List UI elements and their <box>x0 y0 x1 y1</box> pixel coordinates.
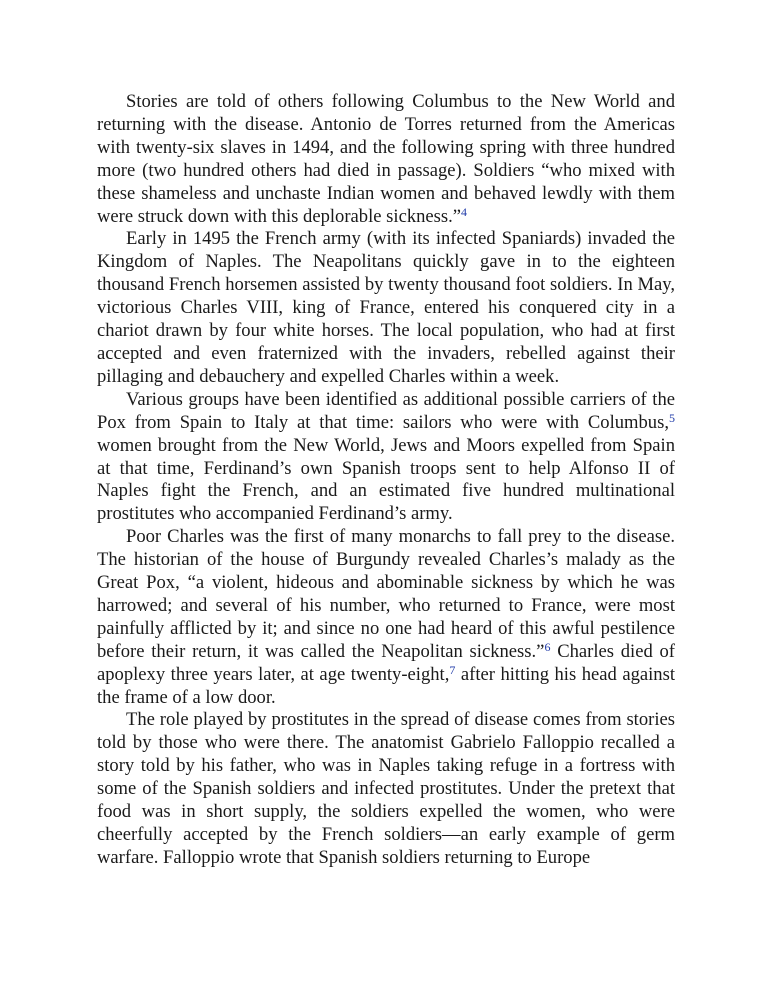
footnote-ref-5[interactable]: 5 <box>669 410 675 425</box>
paragraph-naples-invasion <box>97 228 675 388</box>
paragraph-text: Charles died of apoplexy three years later, at age twenty-eight, <box>97 640 675 685</box>
paragraph-text: after hitting his head against the frame of a low door. <box>97 663 675 708</box>
book-page-text <box>97 91 675 870</box>
paragraph-prostitutes-role <box>97 709 675 869</box>
paragraph-columbus-returnees <box>97 91 675 228</box>
paragraph-text: Poor Charles was the first of many monarchs to fall prey to the disease. The historian of the house of Burgundy revealed Charles’s malady as the Great Pox, “a violent, hideous and abominable sickness by which he was harrowed; and several of his number, who returned to France, were most painfully afflicted by it; and since no one had heard of this awful pestilence before their return, it was called the Neapolitan sickness.” <box>97 526 675 662</box>
paragraph-pox-carriers <box>97 389 675 526</box>
footnote-ref-7[interactable]: 7 <box>449 662 456 677</box>
paragraph-text: Early in 1495 the French army (with its infected Spaniards) invaded the Kingdom of Naples. The Neapolitans quickly gave in to the eighteen thousand French horsemen assisted by twenty thousand foot soldiers. In May, victorious Charles VIII, king of France, entered his conquered city in a chariot drawn by four white horses. The local population, who had at first accepted and even fraternized with the invaders, rebelled against their pillaging and debauchery and expelled Charles within a week. <box>97 228 675 387</box>
footnote-ref-6[interactable]: 6 <box>544 639 551 654</box>
paragraph-text: The role played by prostitutes in the spread of disease comes from stories told by those who were there. The anatomist Gabrielo Falloppio recalled a story told by his father, who was in Naples taking refuge in a fortress with some of the Spanish soldiers and infected prostitutes. Under the pretext that food was in short supply, the soldiers expelled the women, who were cheerfully accepted by the French soldiers—an early example of germ warfare. Falloppio wrote that Spanish soldiers returning to Europe <box>97 709 675 868</box>
footnote-ref-4[interactable]: 4 <box>461 204 468 219</box>
paragraph-text: women brought from the New World, Jews and Moors expelled from Spain at that time, Ferdinand’s own Spanish troops sent to help Alfonso II of Naples fight the French, and an estimated five hundred multinational prostitutes who accompanied Ferdinand’s army. <box>97 434 675 525</box>
paragraph-charles-malady <box>97 526 675 709</box>
paragraph-text: Various groups have been identified as additional possible carriers of the Pox from Spain to Italy at that time: sailors who were with Columbus, <box>97 388 675 433</box>
paragraph-text: Stories are told of others following Columbus to the New World and returning with the disease. Antonio de Torres returned from the Americas with twenty-six slaves in 1494, and the following spring with three hundred more (two hundred others had died in passage). Soldiers “who mixed with these shameless and unchaste Indian women and behaved lewdly with them were struck down with this deplorable sickness.” <box>97 91 675 227</box>
